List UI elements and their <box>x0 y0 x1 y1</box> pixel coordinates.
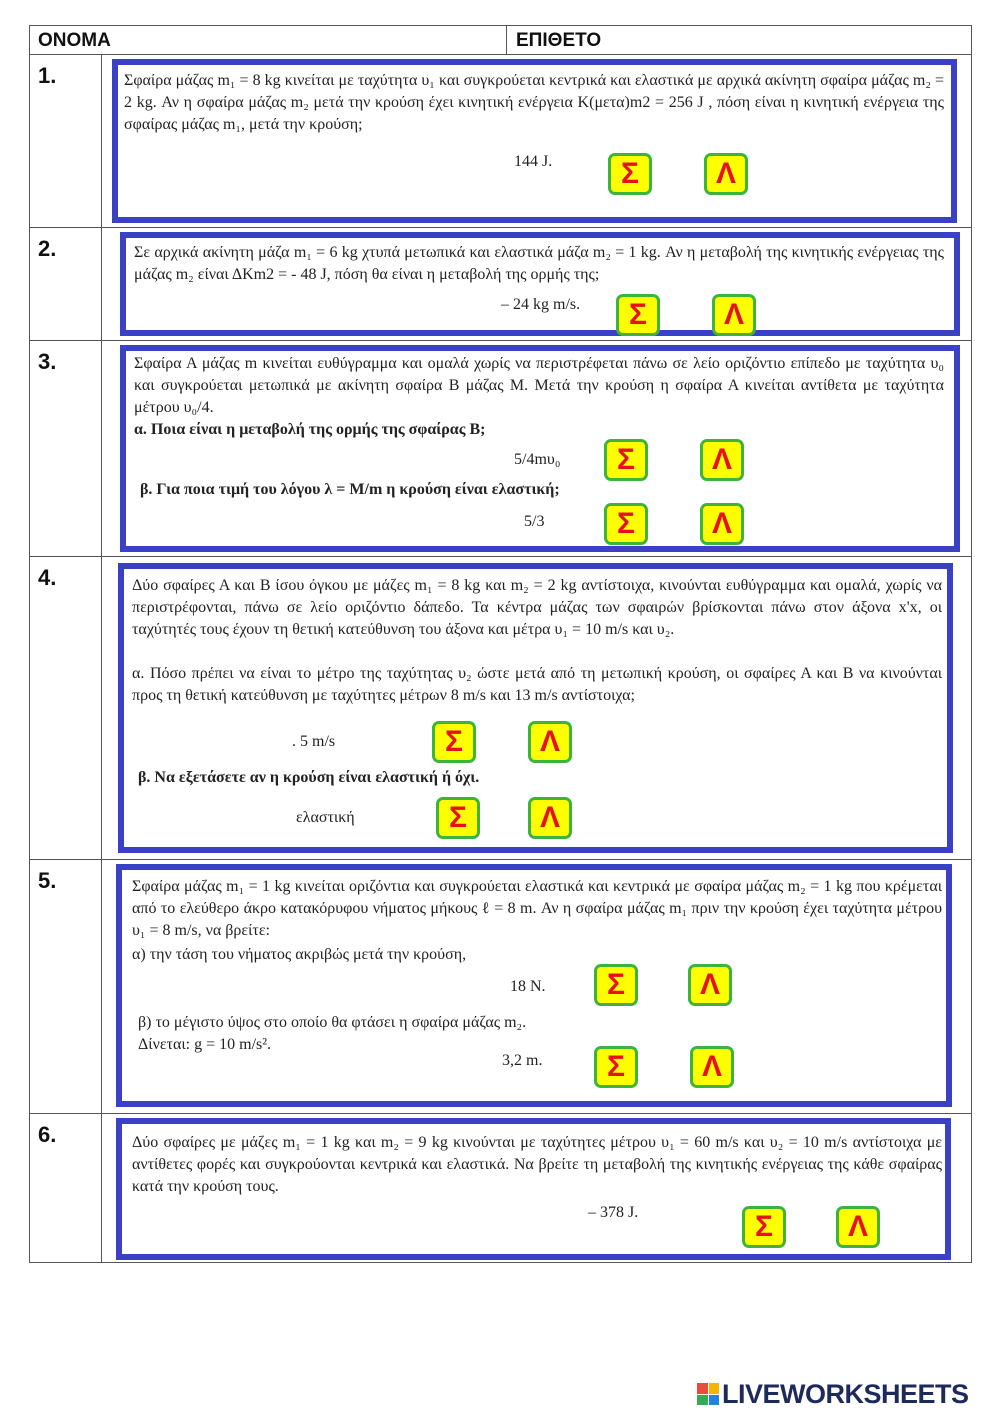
question-part-a: α. Ποια είναι η μεταβολή της ορμής της σφαίρας Β; <box>134 421 486 438</box>
question-text: Σε αρχικά ακίνητη μάζα m₁ = 6 kg χτυπά μετωπικά και ελαστικά μάζα m₂ = 1 kg. Αν η μεταβολή της κινητικής ενέργειας της μάζας m₂ είναι ΔKm2 = - 48 J, πόση θα είναι η μεταβολή της ορμής της; <box>134 244 944 283</box>
question-row-6 <box>30 1114 971 1262</box>
question-box <box>116 1118 951 1260</box>
liveworksheets-logo <box>697 1378 969 1410</box>
question-box <box>118 563 953 853</box>
question-row-2 <box>30 228 971 341</box>
question-box <box>116 864 952 1107</box>
answer-text: – 24 kg m/s. <box>501 296 581 313</box>
true-button[interactable]: Σ <box>594 1046 638 1088</box>
question-row-3 <box>30 341 971 557</box>
question-text: Σφαίρα μάζας m₁ = 8 kg κινείται με ταχύτητα υ₁ και συγκρούεται κεντρικά και ελαστικά με αρχικά ακίνητη σφαίρα μάζας m₂ = 2 kg. Αν η σφαίρα μάζας m₂ μετά την κρούση έχει κινητική ενέργεια K(μετα)m2 = 256 J , πόση είναι η κινητική ενέργεια της σφαίρας μάζας m₁, μετά την κρούση; <box>124 72 944 133</box>
question-number: 2. <box>38 236 57 261</box>
question-row-4 <box>30 557 971 860</box>
question-text: Δύο σφαίρες Α και Β ίσου όγκου με μάζες m₁ = 8 kg και m₂ = 2 kg αντίστοιχα, κινούνται ευθύγραμμα και ομαλά, χωρίς να περιστρέφονται, πάνω σε λείο οριζόντιο δάπεδο. Τα κέντρα μάζας των σφαιρών βρίσκονται πάνω στον άξονα x'x, οι ταχύτητές τους έχουν τη θετική κατεύθυνση του άξονα και μέτρα υ₁ = 10 m/s και υ₂. <box>132 577 942 638</box>
true-button[interactable]: Σ <box>436 797 480 839</box>
question-part-b: β) το μέγιστο ύψος στο οποίο θα φτάσει η σφαίρα μάζας m₂. <box>138 1014 527 1031</box>
answer-text: . 5 m/s <box>292 733 336 750</box>
name-label: ΟΝΟΜΑ <box>38 30 111 51</box>
answer-text: 3,2 m. <box>502 1052 543 1069</box>
false-button[interactable]: Λ <box>688 964 732 1006</box>
true-button[interactable]: Σ <box>594 964 638 1006</box>
question-row-5 <box>30 860 971 1114</box>
question-part-a: α. Πόσο πρέπει να είναι το μέτρο της ταχύτητας υ₂ ώστε μετά από τη μετωπική κρούση, οι σφαίρες Α και Β να κινούνται προς τη θετική κατεύθυνση με ταχύτητες μέτρων 8 m/s και 13 m/s αντίστοιχα; <box>132 665 942 704</box>
question-box <box>120 345 960 552</box>
false-button[interactable]: Λ <box>700 503 744 545</box>
worksheet-table <box>29 25 972 1263</box>
question-text: Σφαίρα Α μάζας m κινείται ευθύγραμμα και ομαλά χωρίς να περιστρέφεται πάνω σε λείο οριζόντιο επίπεδο με ταχύτητα υ₀ και συγκρούεται μετωπικά με ακίνητη σφαίρα Β μάζας Μ. Μετά την κρούση η σφαίρα Α κινείται αντίθετα με ταχύτητα μέτρου υ₀/4. <box>134 355 944 416</box>
false-button[interactable]: Λ <box>528 797 572 839</box>
false-button[interactable]: Λ <box>528 721 572 763</box>
true-button[interactable]: Σ <box>608 153 652 195</box>
answer-text: ελαστική <box>296 809 355 826</box>
question-part-b: β. Για ποια τιμή του λόγου λ = Μ/m η κρούση είναι ελαστική; <box>140 481 560 498</box>
answer-text: – 378 J. <box>588 1204 639 1221</box>
surname-label: ΕΠΙΘΕΤΟ <box>516 30 602 51</box>
logo-mark-icon <box>697 1383 719 1405</box>
answer-text: 18 N. <box>510 978 546 995</box>
true-button[interactable]: Σ <box>742 1206 786 1248</box>
question-number: 3. <box>38 349 57 374</box>
answer-text: 5/3 <box>524 513 545 530</box>
question-number: 6. <box>38 1122 57 1147</box>
question-box <box>112 59 957 223</box>
true-button[interactable]: Σ <box>432 721 476 763</box>
false-button[interactable]: Λ <box>704 153 748 195</box>
question-part-a: α) την τάση του νήματος ακριβώς μετά την κρούση, <box>132 946 467 963</box>
question-number: 1. <box>38 63 57 88</box>
logo-text: LIVEWORKSHEETS <box>722 1378 969 1409</box>
true-button[interactable]: Σ <box>616 294 660 336</box>
answer-text: 5/4mυ₀ <box>514 451 561 468</box>
question-row-1 <box>30 55 971 228</box>
false-button[interactable]: Λ <box>836 1206 880 1248</box>
question-number: 4. <box>38 565 57 590</box>
given-text: Δίνεται: g = 10 m/s². <box>138 1036 272 1053</box>
question-number: 5. <box>38 868 57 893</box>
true-button[interactable]: Σ <box>604 439 648 481</box>
answer-text: 144 J. <box>514 153 553 170</box>
header-divider <box>506 26 507 54</box>
question-part-b: β. Να εξετάσετε αν η κρούση είναι ελαστική ή όχι. <box>138 769 480 786</box>
question-box <box>120 232 960 336</box>
true-button[interactable]: Σ <box>604 503 648 545</box>
false-button[interactable]: Λ <box>712 294 756 336</box>
header-row <box>30 26 971 55</box>
false-button[interactable]: Λ <box>700 439 744 481</box>
question-text: Δύο σφαίρες με μάζες m₁ = 1 kg και m₂ = 9 kg κινούνται με ταχύτητες μέτρου υ₁ = 60 m/s και υ₂ = 10 m/s αντίστοιχα με αντίθετες φορές και συγκρούονται κεντρικά και ελαστικά. Να βρείτε τη μεταβολή της κινητικής ενέργειας της κάθε σφαίρας κατά την κρούση τους. <box>132 1134 942 1195</box>
question-text: Σφαίρα μάζας m₁ = 1 kg κινείται οριζόντια και συγκρούεται ελαστικά και κεντρικά με σφαίρα μάζας m₂ = 1 kg που κρέμεται από το ελεύθερο άκρο κατακόρυφου νήματος μήκους ℓ = 8 m. Αν η σφαίρα μάζας m₁ πριν την κρούση έχει ταχύτητα μέτρου υ₁ = 8 m/s, να βρείτε: <box>132 878 942 939</box>
false-button[interactable]: Λ <box>690 1046 734 1088</box>
